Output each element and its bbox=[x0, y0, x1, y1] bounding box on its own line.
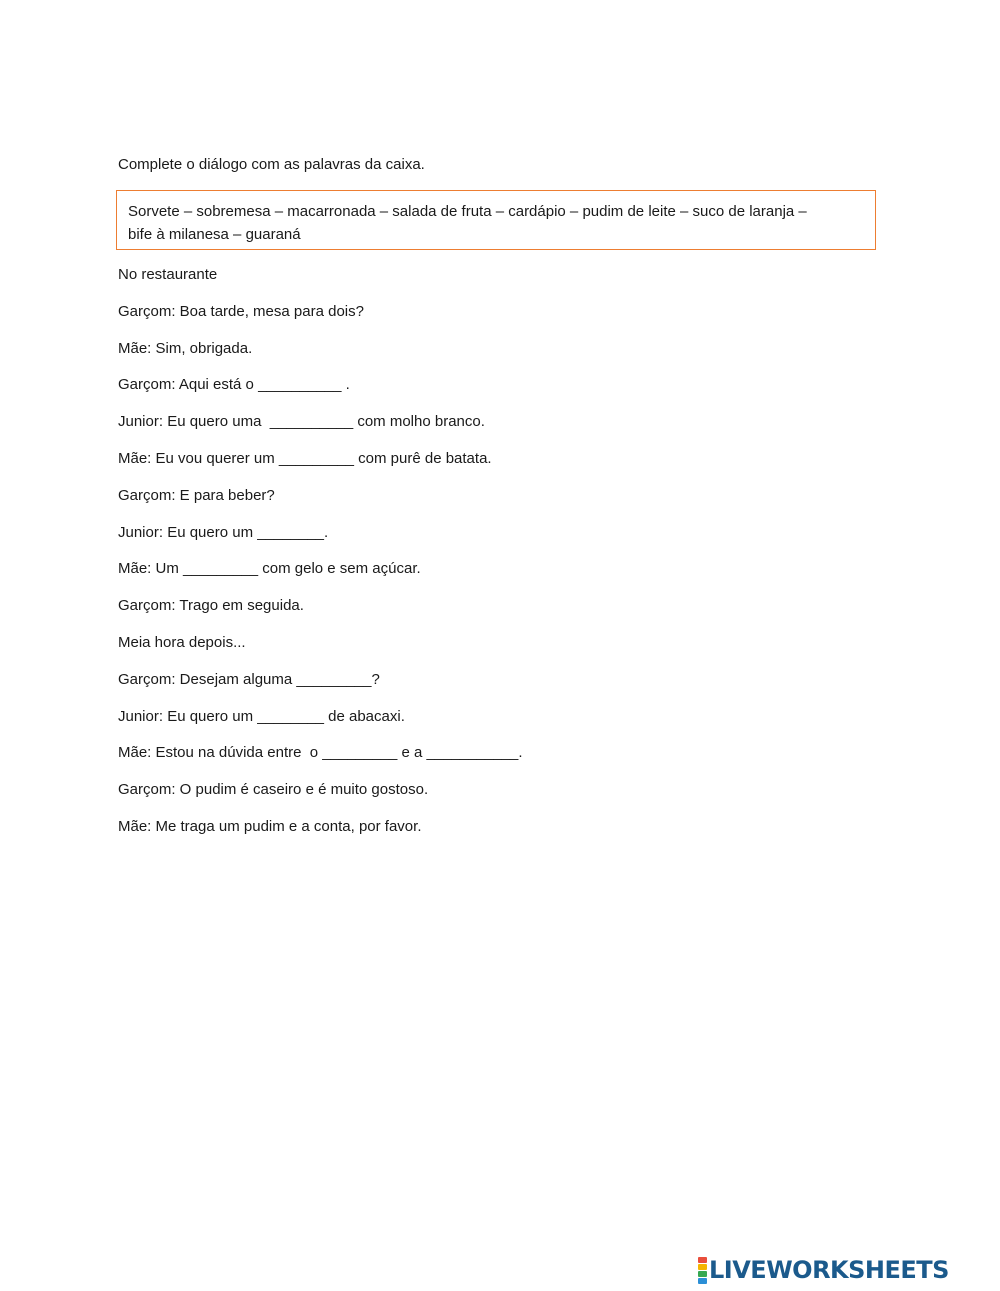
dialogue-line: Mãe: Um _________ com gelo e sem açúcar. bbox=[118, 560, 421, 578]
dialogue-line: Mãe: Estou na dúvida entre o _________ e a ___________. bbox=[118, 744, 523, 762]
dialogue-list bbox=[118, 265, 523, 854]
dialogue-line: Mãe: Me traga um pudim e a conta, por favor. bbox=[118, 817, 422, 835]
liveworksheets-logo-icon bbox=[698, 1257, 707, 1284]
dialogue-line: Garçom: Desejam alguma _________? bbox=[118, 670, 380, 688]
logo-tile bbox=[698, 1264, 707, 1270]
dialogue-line: Mãe: Sim, obrigada. bbox=[118, 339, 253, 357]
logo-tile bbox=[698, 1271, 707, 1277]
instruction-text: Complete o diálogo com as palavras da caixa. bbox=[118, 156, 425, 173]
dialogue-line: Mãe: Eu vou querer um _________ com purê de batata. bbox=[118, 449, 492, 467]
dialogue-line: Garçom: Boa tarde, mesa para dois? bbox=[118, 302, 364, 320]
logo-tile bbox=[698, 1278, 707, 1284]
dialogue-line: Junior: Eu quero uma __________ com molho branco. bbox=[118, 413, 485, 431]
liveworksheets-logo bbox=[698, 1256, 949, 1284]
word-box-line-1: Sorvete – sobremesa – macarronada – salada de fruta – cardápio – pudim de leite – suco de laranja – bbox=[128, 203, 807, 220]
dialogue-scene-note: Meia hora depois... bbox=[118, 633, 246, 651]
word-box-line-2: bife à milanesa – guaraná bbox=[128, 226, 301, 243]
word-box bbox=[116, 190, 876, 250]
dialogue-line: Garçom: Aqui está o __________ . bbox=[118, 376, 350, 394]
logo-tile bbox=[698, 1257, 707, 1263]
dialogue-line: Garçom: Trago em seguida. bbox=[118, 597, 304, 615]
logo-text: LIVEWORKSHEETS bbox=[709, 1256, 949, 1284]
dialogue-line: Garçom: O pudim é caseiro e é muito gostoso. bbox=[118, 781, 429, 799]
dialogue-heading: No restaurante bbox=[118, 266, 218, 283]
dialogue-line: Junior: Eu quero um ________. bbox=[118, 523, 329, 541]
dialogue-line: Garçom: E para beber? bbox=[118, 486, 275, 504]
dialogue-line: Junior: Eu quero um ________ de abacaxi. bbox=[118, 707, 405, 725]
